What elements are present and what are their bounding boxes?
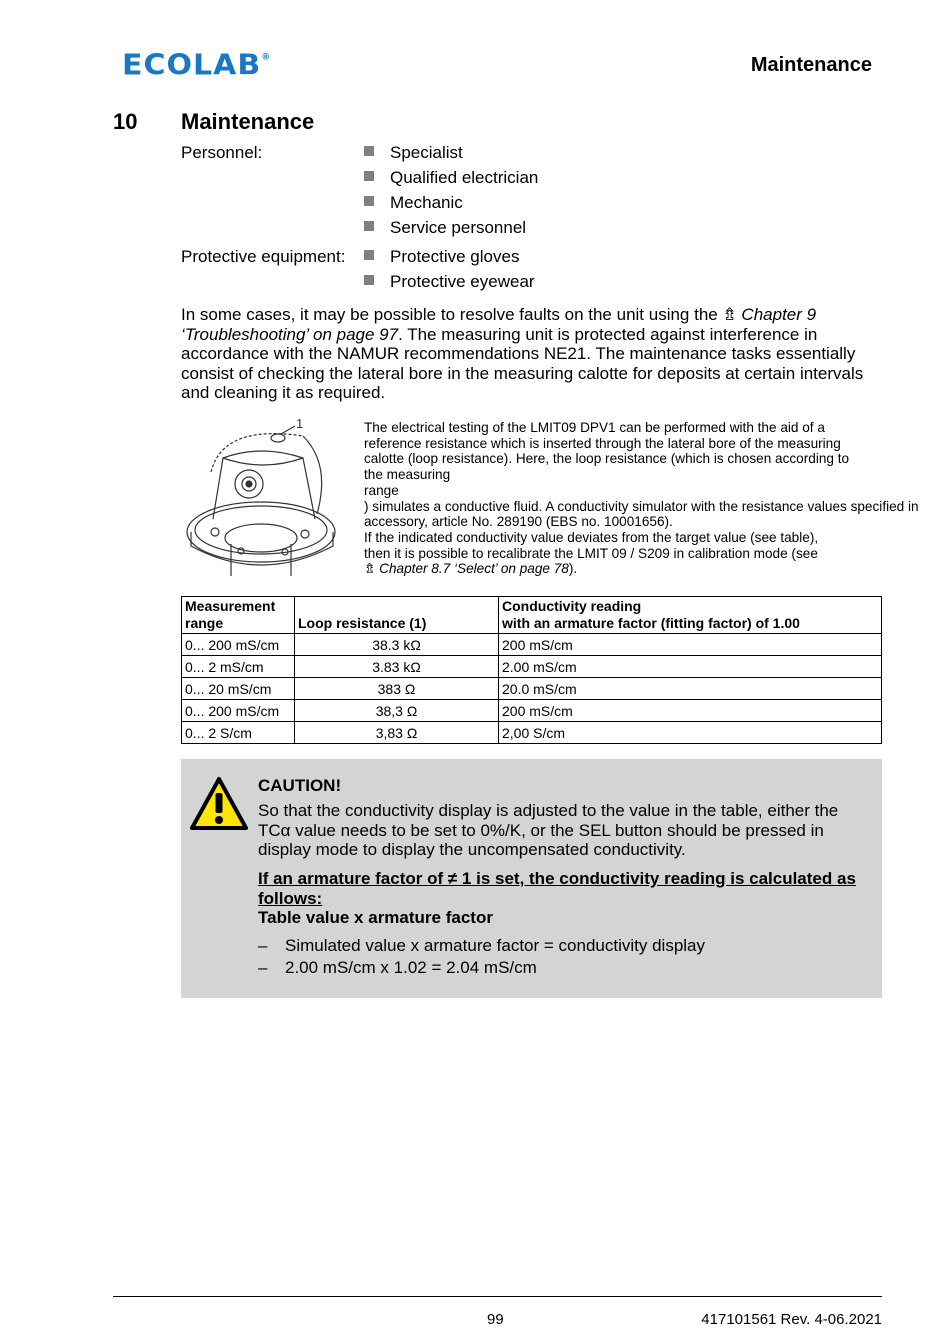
chapter-number: 10 [113, 109, 138, 134]
table-row [182, 678, 882, 700]
page-number: 99 [487, 1311, 504, 1328]
cell-resistance: 38,3 Ω [295, 700, 499, 722]
cell-conductivity: 20.0 mS/cm [499, 678, 882, 700]
cell-range: 0... 200 mS/cm [182, 634, 295, 656]
table-row [182, 634, 882, 656]
cell-range: 0... 200 mS/cm [182, 700, 295, 722]
cell-resistance: 3,83 Ω [295, 722, 499, 744]
caution-formula-intro: If an armature factor of ≠ 1 is set, the conductivity reading is calculated as follows: Table value x armature factor [258, 869, 856, 927]
footer-divider [113, 1296, 882, 1297]
cell-resistance: 38.3 kΩ [295, 634, 499, 656]
warning-triangle-icon [189, 776, 249, 832]
bullet-square-icon [364, 275, 374, 285]
chapter-title: Maintenance [181, 109, 315, 134]
cell-range: 0... 20 mS/cm [182, 678, 295, 700]
caution-formula: Table value x armature factor [258, 908, 493, 927]
cell-resistance: 383 Ω [295, 678, 499, 700]
protective-equipment-label: Protective equipment: [181, 247, 346, 266]
electrical-testing-text: The electrical testing of the LMIT09 DPV1 can be performed with the aid of a reference resistance which is inserted through the lateral bore of the measuring calotte (loop resistance). Here, the loop resistance (which is chosen according to the measuring range ) simulates a conductive fluid. A conductivity simulator with the resistance values specified in accessory, article No. 289190 (EBS no. 10001656). If the indicated conductivity value deviates from the target value (see table), then it is possible to recalibrate the LMIT 09 / S209 in calibration mode (see ⇯ Chapter 8.7 ‘Select’ on page 78). [364, 420, 919, 577]
personnel-item: Specialist [364, 143, 463, 163]
cell-range: 0... 2 mS/cm [182, 656, 295, 678]
measuring-calotte-drawing [183, 414, 353, 584]
caution-list-item: – 2.00 mS/cm x 1.02 = 2.04 mS/cm [258, 958, 537, 977]
personnel-item: Mechanic [364, 193, 463, 213]
header-conductivity-reading: Conductivity reading with an armature factor (fitting factor) of 1.00 [499, 597, 882, 634]
caution-text: So that the conductivity display is adjusted to the value in the table, either the TCα value needs to be set to 0%/K, or the SEL button should be pressed in display mode to display the uncompensated conductivity. [258, 801, 839, 860]
bullet-square-icon [364, 171, 374, 181]
protective-item: Protective eyewear [364, 272, 535, 292]
ecolab-logo [122, 49, 271, 82]
table-header-row [182, 597, 882, 634]
cell-conductivity: 2,00 S/cm [499, 722, 882, 744]
table-row [182, 700, 882, 722]
cell-conductivity: 200 mS/cm [499, 700, 882, 722]
select-chapter-link[interactable]: ⇯ Chapter 8.7 ‘Select’ on page 78 [364, 561, 569, 577]
table-row [182, 722, 882, 744]
loop-resistance-table [181, 596, 882, 744]
cell-conductivity: 200 mS/cm [499, 634, 882, 656]
caution-title: CAUTION! [258, 776, 342, 795]
registered-mark-icon: ® [261, 52, 272, 63]
table-row [182, 656, 882, 678]
bullet-square-icon [364, 146, 374, 156]
personnel-item: Qualified electrician [364, 168, 538, 188]
intro-paragraph: In some cases, it may be possible to resolve faults on the unit using the ⇯ Chapter 9 ‘Troubleshooting’ on page 97. The measuring unit is protected against interference in accordance with the NAMUR recommendations NE21. The maintenance tasks essentially consist of checking the lateral bore in the measuring calotte for deposits at certain intervals and cleaning it as required. [181, 305, 864, 402]
header-loop-resistance: Loop resistance (1) [295, 597, 499, 634]
callout-number: 1 [296, 416, 304, 431]
header-measurement-range: Measurement range [182, 597, 295, 634]
caution-list-item: – Simulated value x armature factor = conductivity display [258, 936, 706, 955]
header-section-title: Maintenance [750, 54, 872, 76]
logo-text: ECOLAB [122, 48, 262, 83]
bullet-square-icon [364, 250, 374, 260]
bullet-square-icon [364, 196, 374, 206]
document-revision: 417101561 Rev. 4-06.2021 [701, 1311, 882, 1328]
cell-resistance: 3.83 kΩ [295, 656, 499, 678]
personnel-item: Service personnel [364, 218, 526, 238]
protective-item: Protective gloves [364, 247, 519, 267]
troubleshooting-link[interactable]: ⇯ Chapter 9 ‘Troubleshooting’ on page 97 [181, 305, 817, 344]
cell-conductivity: 2.00 mS/cm [499, 656, 882, 678]
cell-range: 0... 2 S/cm [182, 722, 295, 744]
personnel-label: Personnel: [181, 143, 263, 162]
bullet-square-icon [364, 221, 374, 231]
